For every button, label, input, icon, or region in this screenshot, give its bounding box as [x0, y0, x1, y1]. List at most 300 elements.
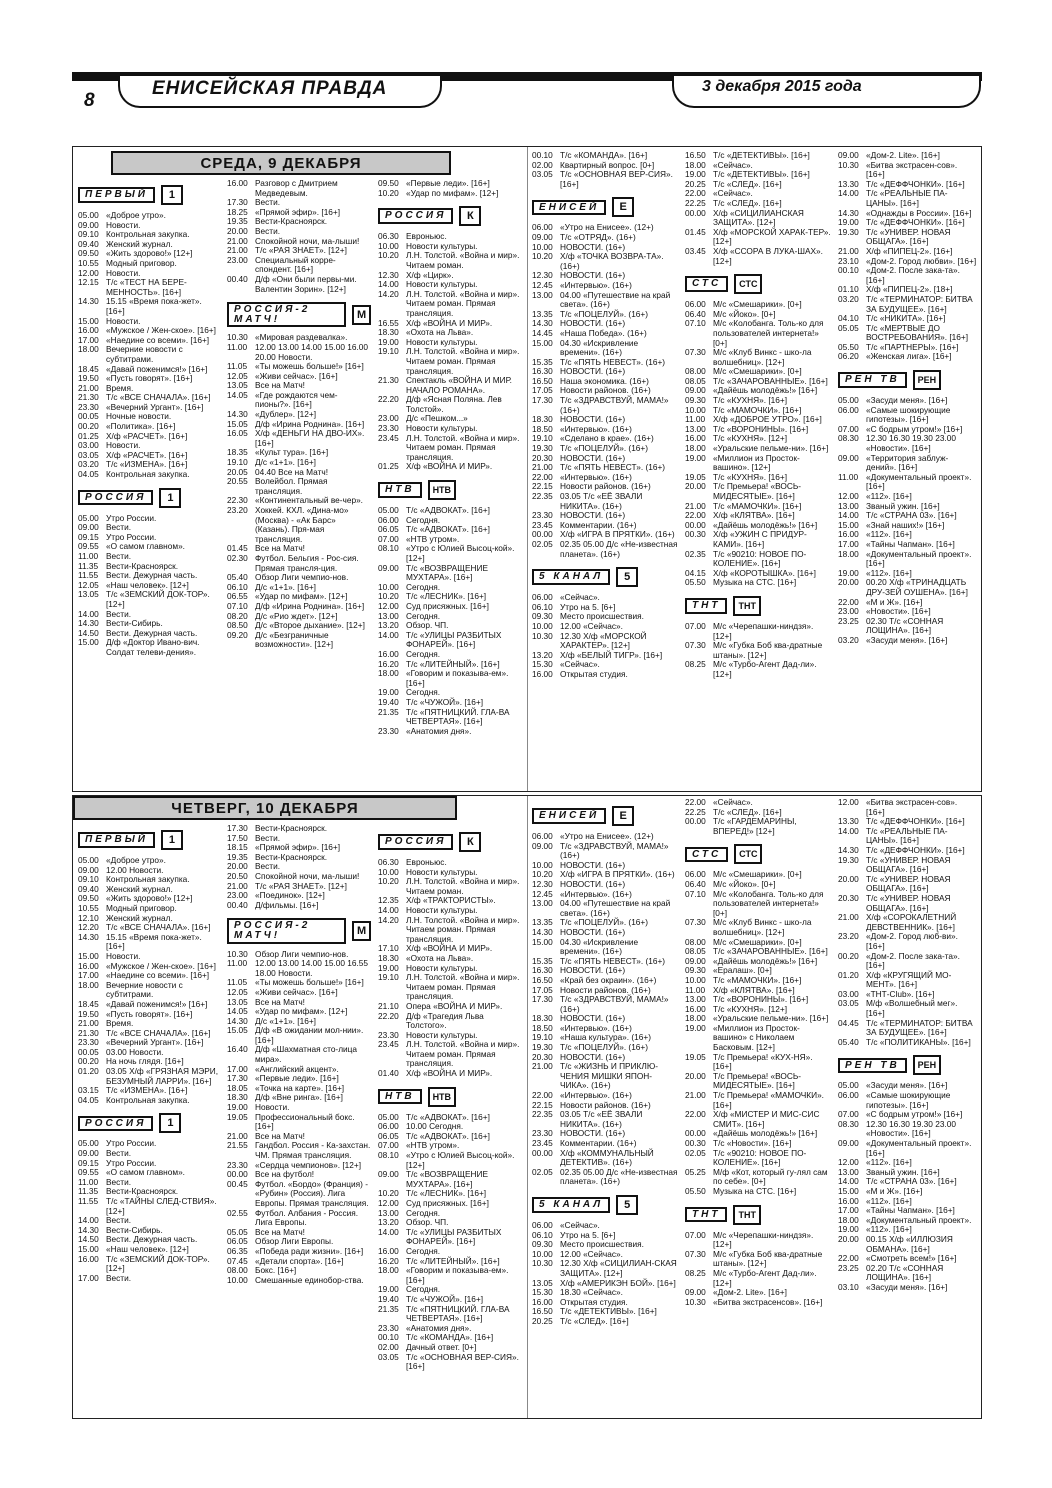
program-title: Новости районов. (16+): [560, 984, 651, 995]
program-time: 12.00: [378, 1198, 399, 1208]
program-title: Х/ф «ВОЙНА И МИР».: [406, 461, 493, 472]
program-time: 12.05: [78, 579, 99, 590]
program-title: 04.30 «Искривление времени». (16+): [560, 936, 639, 957]
program-title: «Дом-2. После зака-та». [16+]: [866, 265, 960, 285]
program-time: 19.50: [78, 1008, 99, 1019]
program-title: Новости культуры.: [406, 279, 478, 290]
program-entry: [78, 1274, 220, 1284]
program-title: Т/с «СЛЕД». [16+]: [713, 806, 782, 817]
program-time: 21.00: [685, 500, 706, 511]
program-entry: [838, 161, 977, 180]
program-time: 08.30: [838, 433, 859, 444]
program-entry: [838, 636, 977, 646]
program-entry: [227, 1113, 371, 1132]
program-time: 19.00: [838, 217, 859, 228]
program-time: 19.05: [685, 1051, 706, 1062]
program-time: 07.00: [838, 423, 859, 434]
program-time: 09.50: [378, 178, 399, 188]
program-title: Специальный корре-спондент. [16+]: [255, 254, 336, 275]
program-time: 05.00: [78, 210, 99, 220]
program-title: «Сейчас».: [560, 592, 600, 603]
program-title: «С бодрым утром!» [16+]: [866, 423, 963, 434]
program-entry: [78, 297, 220, 316]
program-title: Новости культуры.: [406, 423, 478, 434]
program-time: 16.50: [532, 974, 553, 985]
program-time: 20.00: [838, 577, 859, 588]
program-title: Новости культуры.: [406, 1029, 478, 1040]
program-title: «Знай наших!» [16+]: [866, 519, 945, 530]
channel-header: [685, 596, 831, 616]
program-title: «Сейчас».: [560, 1219, 600, 1230]
program-time: 12.00: [838, 1157, 859, 1168]
program-title: «Битва экстрасенсов». [16+]: [713, 1296, 823, 1307]
program-entry: [378, 1170, 522, 1189]
program-time: 21.00: [227, 1130, 248, 1141]
program-time: 00.10: [838, 265, 859, 276]
program-time: 11.35: [78, 560, 99, 571]
program-entry: [532, 995, 678, 1014]
program-time: 02.00: [378, 1341, 399, 1352]
program-time: 22.00: [838, 1253, 859, 1264]
program-title: Д/ф «Доктор Ивано-вич. Солдат телеви-дения».: [106, 637, 200, 657]
program-title: Х/ф «ВОЙНА И МИР».: [406, 943, 493, 954]
program-entry: [838, 913, 977, 932]
program-time: 14.05: [227, 389, 248, 400]
newspaper-title: ЕНИСЕЙСКАЯ ПРАВДА: [152, 78, 388, 99]
program-time: 09.30: [532, 611, 553, 622]
program-time: 08.10: [378, 543, 399, 554]
program-title: Сегодня.: [406, 648, 441, 659]
program-title: Футбол. Албания - Россия. Лига Европы.: [255, 1207, 359, 1228]
program-title: НОВОСТИ. (16+): [560, 510, 626, 521]
program-entry: [78, 211, 220, 221]
program-entry: [378, 189, 522, 199]
program-time: 18.30: [227, 1092, 248, 1103]
channel-name: ЕНИСЕЙ: [532, 808, 606, 824]
program-time: 03.05: [378, 1351, 399, 1362]
program-entry: [685, 319, 831, 348]
channel-logo-icon: РЕН: [913, 370, 942, 390]
program-time: 21.00: [78, 1018, 99, 1029]
program-title: Х/ф «Цирк».: [406, 269, 454, 280]
program-entry: [78, 1096, 220, 1106]
program-title: «Дайёшь молодёжь!» [16+]: [713, 955, 818, 966]
channel-name: РЕН ТВ: [838, 1058, 907, 1074]
channel-logo-icon: НТВ: [428, 1087, 457, 1107]
channel-name: НТВ: [378, 1089, 422, 1105]
program-title: Д/с «Рио ждет». [12+]: [255, 610, 338, 621]
program-time: 07.45: [227, 1255, 248, 1266]
program-title: Т/с «ТАЙНЫ СЛЕД-СТВИЯ». [12+]: [106, 1196, 217, 1216]
program-time: 23.30: [378, 423, 399, 434]
program-time: 02.05: [532, 1166, 553, 1177]
program-entry: [378, 1199, 522, 1209]
program-time: 06.00: [838, 1090, 859, 1101]
program-title: Д/с «1+1». [16+]: [255, 1015, 316, 1026]
program-time: 13.00: [685, 423, 706, 434]
program-entry: [685, 1149, 831, 1168]
program-time: 09.20: [227, 629, 248, 640]
program-title: Т/с «АДВОКАТ». [16+]: [406, 524, 490, 535]
program-time: 18.00: [378, 668, 399, 679]
program-title: «Дайёшь молодёжь!» [16+]: [713, 385, 818, 396]
program-time: 12.20: [78, 922, 99, 933]
program-time: 14.00: [378, 279, 399, 290]
program-time: 00.05: [78, 1046, 99, 1057]
program-title: «Утро с Юлией Высоц-кой». [12+]: [406, 543, 515, 563]
program-time: 12.00: [78, 267, 99, 278]
program-title: Т/с «ПОЦЕЛУЙ». (16+): [560, 308, 649, 319]
program-time: 07.30: [685, 347, 706, 358]
program-entry: [685, 550, 831, 569]
channel-header: [378, 480, 522, 500]
program-entry: [227, 179, 371, 198]
program-time: 14.50: [78, 1234, 99, 1245]
program-title: «112». [16+]: [866, 1224, 912, 1235]
channel-logo-icon: К: [459, 206, 481, 226]
program-time: 03.00: [78, 440, 99, 451]
program-time: 10.30: [532, 1258, 553, 1269]
program-entry: [78, 278, 220, 297]
program-title: «Дайёшь молодёжь!» [16+]: [713, 1128, 818, 1139]
program-time: 06.00: [532, 1219, 553, 1230]
program-entry: [227, 343, 371, 362]
program-entry: [838, 1283, 977, 1293]
program-time: 19.40: [378, 696, 399, 707]
program-entry: [378, 1209, 522, 1219]
program-time: 22.30: [227, 495, 248, 506]
program-time: 09.00: [78, 219, 99, 230]
program-title: «112». [16+]: [866, 491, 912, 501]
program-time: 11.35: [78, 1186, 99, 1197]
program-entry: [532, 170, 678, 189]
program-time: 14.30: [78, 618, 99, 629]
program-entry: [685, 817, 831, 836]
program-time: 06.00: [378, 1121, 399, 1132]
program-title: «Доброе утро».: [106, 210, 166, 220]
program-entry: [685, 1024, 831, 1053]
program-time: 11.00: [78, 551, 99, 561]
program-title: Новости культуры.: [406, 336, 478, 347]
program-title: Х/ф «РАСЧЕТ». [16+]: [106, 430, 188, 441]
channel-name: РОССИЯ: [78, 490, 153, 506]
program-title: Вести.: [106, 1148, 132, 1159]
program-title: 10.00 Сегодня.: [406, 1121, 464, 1132]
program-time: 12.00: [838, 491, 859, 501]
program-title: «Новости». [16+]: [866, 606, 931, 617]
program-title: Дачный ответ. [0+]: [406, 1341, 477, 1352]
program-title: «Засуди меня». [16+]: [866, 1080, 948, 1091]
program-entry: [838, 1264, 977, 1283]
program-time: 16.20: [378, 1255, 399, 1266]
program-title: Т/с «ЛИТЕЙНЫЙ». [16+]: [406, 1255, 500, 1266]
program-title: Новости.: [106, 315, 141, 326]
program-title: Вести-Красноярск.: [255, 216, 328, 227]
program-time: 14.30: [78, 296, 99, 307]
program-entry: [78, 1067, 220, 1086]
program-title: Т/с «ПЯТНИЦКИЙ. ГЛА-ВА ЧЕТВЕРТАЯ». [16+]: [406, 706, 510, 727]
program-time: 19.00: [685, 1022, 706, 1033]
program-time: 01.45: [227, 543, 248, 554]
program-time: 17.30: [227, 197, 248, 208]
program-time: 09.00: [685, 385, 706, 396]
program-title: Утро на 5. [6+]: [560, 1229, 616, 1240]
channel-header: [78, 185, 220, 205]
program-title: Т/с «УЛИЦЫ РАЗБИТЫХ ФОНАРЕЙ». [16+]: [406, 629, 502, 650]
program-time: 13.00: [838, 1166, 859, 1177]
program-title: Т/с «ЖИЗНЬ И ПРИКЛЮ-ЧЕНИЯ МИШКИ ЯПОН-ЧИКА». (16+): [560, 1061, 658, 1091]
program-title: М/с «Смешарики». [0+]: [713, 869, 802, 880]
program-title: Профессиональный бокс. [16+]: [255, 1111, 355, 1132]
program-time: 19.00: [227, 1102, 248, 1113]
program-entry: [378, 916, 522, 945]
program-entry: [78, 981, 220, 1000]
program-time: 06.10: [532, 1229, 553, 1240]
program-time: 18.25: [227, 206, 248, 217]
program-title: Т/с «АДВОКАТ». [16+]: [406, 1130, 490, 1141]
program-time: 15.00: [78, 637, 99, 648]
program-time: 21.00: [227, 235, 248, 246]
program-title: Новости.: [106, 219, 141, 230]
program-entry: [378, 506, 522, 516]
program-time: 09.00: [378, 1169, 399, 1180]
program-entry: [838, 1139, 977, 1158]
program-title: 12.00 13.00 14.00 15.00 16.00 20.00 Новости.: [255, 341, 369, 362]
program-title: Т/с «ЧУЖОЙ». [16+]: [406, 1293, 484, 1304]
program-title: Новости культуры.: [406, 240, 478, 251]
program-entry: [378, 1012, 522, 1031]
program-entry: [685, 482, 831, 501]
channel-name: СТС: [685, 847, 728, 863]
program-time: 09.15: [78, 531, 99, 542]
program-time: 10.20: [378, 250, 399, 261]
program-time: 22.00: [685, 188, 706, 199]
program-title: Т/с «ДЕТЕКТИВЫ». [16+]: [560, 1306, 657, 1317]
program-title: Разговор с Дмитрием Медведевым.: [255, 178, 338, 198]
program-title: Все на футбол!: [255, 1169, 315, 1180]
program-time: 11.00: [227, 958, 248, 969]
program-time: 11.05: [227, 977, 248, 988]
program-title: «Сердца чемпионов». [12+]: [255, 1159, 362, 1170]
program-time: 03.45: [685, 245, 706, 256]
program-title: «Наша Победа». (16+): [560, 327, 647, 338]
program-title: «Ералаш». [0+]: [713, 965, 772, 976]
program-title: «Английский акцент».: [255, 1063, 339, 1074]
program-title: Т/с «МАМОЧКИ». [16+]: [713, 404, 802, 415]
program-title: «Утро с Юлией Высоц-кой». [12+]: [406, 1150, 515, 1170]
program-title: М/с «Губка Боб ква-дратные штаны». [12+]: [713, 640, 823, 660]
program-time: 03.20: [78, 459, 99, 470]
program-title: «Дом-2. Город люб-ви». [16+]: [866, 931, 958, 951]
program-title: «М и Ж». [16+]: [866, 1185, 923, 1196]
channel-header: [378, 832, 522, 852]
program-time: 19.10: [378, 972, 399, 983]
program-title: Т/с «ПЯТНИЦКИЙ. ГЛА-ВА ЧЕТВЕРТАЯ». [16+]: [406, 1303, 510, 1324]
program-time: 09.50: [78, 248, 99, 259]
channel-header: [227, 302, 371, 327]
program-title: 04.30 «Искривление времени». (16+): [560, 337, 639, 358]
program-time: 12.00: [378, 600, 399, 611]
program-time: 23.00: [227, 890, 248, 901]
program-title: Д/с «1+1». [16+]: [255, 581, 316, 592]
program-title: Вести-Красноярск.: [106, 560, 179, 571]
program-time: 19.00: [378, 962, 399, 973]
program-entry: [685, 890, 831, 919]
program-time: 10.20: [378, 591, 399, 602]
program-title: Волейбол. Прямая трансляция.: [255, 476, 328, 496]
program-time: 18.45: [78, 998, 99, 1009]
program-title: Сегодня.: [406, 1207, 441, 1218]
program-time: 07.10: [685, 888, 706, 899]
program-time: 12.10: [78, 912, 99, 923]
program-time: 23.30: [78, 401, 99, 412]
program-time: 08.20: [227, 610, 248, 621]
program-entry: [685, 530, 831, 549]
program-title: Место происшествия.: [560, 1239, 644, 1250]
schedule-column: [375, 824, 525, 1372]
program-title: «Ты можешь больше!» [16+]: [255, 977, 364, 988]
program-time: 17.05: [532, 984, 553, 995]
program-title: Т/с «ОТРЯД». (16+): [560, 231, 636, 242]
program-entry: [78, 432, 220, 442]
program-time: 00.40: [227, 273, 248, 284]
program-time: 03.05: [838, 998, 859, 1009]
program-entry: [685, 454, 831, 473]
schedule-column: [75, 177, 223, 658]
program-entry: [838, 578, 977, 597]
program-title: Д/ф «Ясная Поляна. Лев Толстой».: [406, 394, 502, 414]
program-title: «С бодрым утром!» [16+]: [866, 1109, 963, 1120]
program-entry: [685, 180, 831, 190]
program-title: Т/с «ДЕТЕКТИВЫ». [16+]: [713, 169, 810, 180]
program-time: 00.00: [685, 816, 706, 827]
program-title: Вести-Красноярск.: [255, 851, 328, 862]
program-time: 09.00: [78, 1148, 99, 1159]
program-title: НОВОСТИ. (16+): [560, 859, 626, 870]
program-title: Вести-Красноярск.: [106, 1186, 179, 1197]
program-time: 18.35: [227, 447, 248, 458]
program-time: 05.50: [838, 341, 859, 352]
program-time: 16.00: [378, 1245, 399, 1256]
program-title: Т/с «ТЕРМИНАТОР: БИТВА ЗА БУДУЩЕЕ». [16+]: [866, 293, 973, 314]
program-entry: [78, 638, 220, 657]
program-entry: [838, 189, 977, 208]
program-time: 13.00: [532, 289, 553, 300]
program-time: 23.25: [838, 615, 859, 626]
program-title: Т/с «УНИВЕР. НОВАЯ ОБЩАГА». [16+]: [866, 892, 951, 913]
program-entry: [378, 612, 522, 622]
program-entry: [378, 290, 522, 319]
program-time: 22.35: [532, 1109, 553, 1120]
program-time: 20.30: [838, 892, 859, 903]
program-time: 17.00: [78, 334, 99, 345]
program-title: «Победа ради жизни». [16+]: [255, 1245, 364, 1256]
program-time: 16.00: [532, 1296, 553, 1307]
program-entry: [378, 1266, 522, 1285]
program-title: Утро России.: [106, 531, 157, 542]
program-title: Смешанные единобор-ства.: [255, 1274, 364, 1285]
schedule-column: [529, 798, 681, 1327]
program-time: 13.20: [532, 649, 553, 660]
program-time: 03.20: [838, 293, 859, 304]
program-time: 09.55: [78, 541, 99, 552]
program-title: На ночь глядя. [16+]: [106, 1056, 184, 1067]
program-time: 19.10: [532, 1032, 553, 1043]
program-title: Контрольная закупка.: [106, 229, 190, 240]
program-title: НОВОСТИ. (16+): [560, 1013, 626, 1024]
channel-logo-icon: НТВ: [428, 480, 457, 500]
program-time: 12.00: [838, 797, 859, 807]
program-title: «Миллион из Просток-вашино». [12+]: [713, 452, 800, 473]
program-entry: [685, 1072, 831, 1091]
program-title: Все на Матч!: [255, 380, 305, 391]
program-entry: [685, 228, 831, 247]
program-time: 14.30: [78, 931, 99, 942]
program-time: 04.10: [838, 313, 859, 324]
program-title: «Сейчас».: [713, 797, 753, 807]
program-title: М/с «Колобанга. Толь-ко для пользователей интернета!» [0+]: [713, 318, 824, 348]
program-title: НОВОСТИ. (16+): [560, 965, 626, 976]
program-time: 18.15: [227, 842, 248, 853]
program-title: «112». [16+]: [866, 567, 912, 578]
program-time: 01.40: [378, 1068, 399, 1079]
program-time: 12.30: [532, 270, 553, 281]
program-title: «Уральские пельме-ни». [16+]: [713, 443, 829, 454]
program-time: 13.00: [378, 610, 399, 621]
program-title: «НТВ утром».: [406, 533, 460, 544]
program-title: Х/ф «КЛЯТВА». [16+]: [713, 984, 795, 995]
program-title: Д/с «Безграничные возможности». [12+]: [255, 629, 334, 650]
program-title: Т/с «СЛЕД». [16+]: [713, 178, 782, 189]
program-time: 10.20: [532, 869, 553, 880]
program-time: 15.35: [532, 356, 553, 367]
program-title: 00.15 Х/ф «ИЛЛЮЗИЯ ОБМАНА». [16+]: [866, 1233, 953, 1254]
program-title: «Доброе утро».: [106, 855, 166, 865]
program-time: 16.00: [378, 648, 399, 659]
channel-header: [378, 206, 522, 226]
program-title: НОВОСТИ. (16+): [560, 878, 626, 889]
program-entry: [378, 1151, 522, 1170]
program-time: 08.00: [685, 366, 706, 377]
channel-logo-icon: 1: [161, 185, 183, 205]
program-title: 02.35 05.00 Д/с «Не-известная планета». (16+): [560, 538, 678, 559]
program-title: Т/с «ГАРДЕМАРИНЫ, ВПЕРЕД!» [12+]: [713, 816, 797, 836]
program-title: Т/с «ТЕСТ НА БЕРЕ-МЕННОСТЬ». [16+]: [106, 277, 187, 297]
program-title: М/с «Клуб Винкс - шко-ла волшебниц». [12+]: [713, 917, 812, 937]
program-title: Л.Н. Толстой. «Война и мир». Читаем роман. Прямая трансляция.: [406, 972, 520, 1002]
program-time: 12.45: [532, 888, 553, 899]
program-entry: [838, 454, 977, 473]
schedule-column: [224, 179, 374, 650]
program-title: Т/с «ДЕФФЧОНКИ». [16+]: [866, 844, 965, 855]
program-time: 15.30: [532, 659, 553, 670]
program-time: 20.00: [685, 481, 706, 492]
program-time: 11.55: [78, 570, 99, 581]
program-time: 06.40: [685, 308, 706, 319]
program-title: «Интервью». (16+): [560, 888, 632, 899]
program-title: НОВОСТИ. (16+): [560, 366, 626, 377]
program-title: «Точка на карте». [16+]: [255, 1082, 345, 1093]
program-title: «Дом-2. Lite». [16+]: [866, 150, 940, 160]
program-time: 09.00: [685, 955, 706, 966]
program-entry: [378, 376, 522, 395]
program-title: Х/ф «ТРАКТОРИСТЫ».: [406, 895, 496, 906]
program-entry: [378, 877, 522, 896]
program-time: 09.00: [78, 864, 99, 875]
program-time: 20.00: [685, 1070, 706, 1081]
program-title: Т/с «УНИВЕР. НОВАЯ ОБЩАГА». [16+]: [866, 873, 951, 894]
program-time: 20.00: [838, 873, 859, 884]
